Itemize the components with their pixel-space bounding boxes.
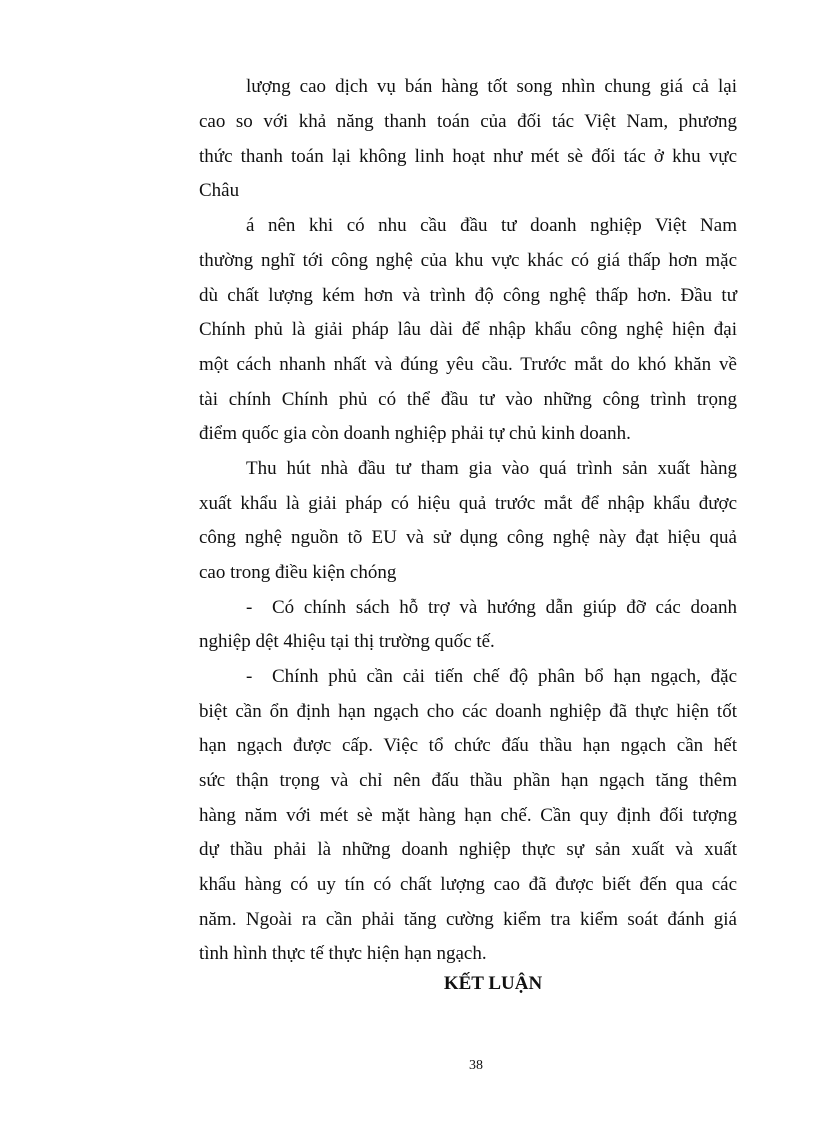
body-text-line: khẩu hàng có uy tín có chất lượng cao đã được biết đến qua các bbox=[199, 874, 737, 895]
body-text-line: thường nghĩ tới công nghệ của khu vực khác có giá thấp hơn mặc bbox=[199, 250, 737, 271]
body-text-line: sức thận trọng và chỉ nên đấu thầu phần hạn ngạch tăng thêm bbox=[199, 770, 737, 791]
body-text-line: lượng cao dịch vụ bán hàng tốt song nhìn chung giá cả lại bbox=[246, 76, 737, 97]
body-text-line: cao so với khả năng thanh toán của đối tác Việt Nam, phương bbox=[199, 111, 737, 132]
body-text-line: điểm quốc gia còn doanh nghiệp phải tự chủ kinh doanh. bbox=[199, 423, 631, 444]
body-text-line: biệt cần ổn định hạn ngạch cho các doanh nghiệp đã thực hiện tốt bbox=[199, 701, 737, 722]
body-text-line: dự thầu phải là những doanh nghiệp thực sự sản xuất và xuất bbox=[199, 839, 737, 860]
body-text-line: cao trong điều kiện chóng bbox=[199, 562, 397, 583]
body-text-line: á nên khi có nhu cầu đầu tư doanh nghiệp Việt Nam bbox=[246, 215, 737, 236]
body-text-line: Châu bbox=[199, 180, 240, 201]
body-text-line: dù chất lượng kém hơn và trình độ công nghệ thấp hơn. Đầu tư bbox=[199, 285, 737, 306]
bullet-text-line: Có chính sách hỗ trợ và hướng dẫn giúp đỡ các doanh bbox=[272, 597, 737, 618]
body-text-line: xuất khẩu là giải pháp có hiệu quả trước mắt để nhập khẩu được bbox=[199, 493, 737, 514]
bullet-text-line: Chính phủ cần cải tiến chế độ phân bổ hạn ngạch, đặc bbox=[272, 666, 737, 687]
body-text-line: hạn ngạch được cấp. Việc tổ chức đấu thầu hạn ngạch cần hết bbox=[199, 735, 737, 756]
page-number: 38 bbox=[469, 1058, 483, 1073]
body-text-line: công nghệ nguồn tõ EU và sử dụng công nghệ này đạt hiệu quả bbox=[199, 527, 737, 548]
section-heading: KẾT LUẬN bbox=[443, 973, 543, 994]
body-text-line: năm. Ngoài ra cần phải tăng cường kiểm tra kiểm soát đánh giá bbox=[199, 909, 737, 930]
bullet-dash: - bbox=[246, 666, 253, 687]
body-text-line: nghiệp dệt 4hiệu tại thị trường quốc tế. bbox=[199, 631, 495, 652]
body-text-line: thức thanh toán lại không linh hoạt như mét sè đối tác ở khu vực bbox=[199, 146, 737, 167]
body-text-line: tình hình thực tế thực hiện hạn ngạch. bbox=[199, 943, 487, 964]
body-text-line: Thu hút nhà đầu tư tham gia vào quá trình sản xuất hàng bbox=[246, 458, 737, 479]
body-text-line: hàng năm với mét sè mặt hàng hạn chế. Cần quy định đối tượng bbox=[199, 805, 737, 826]
body-text-line: tài chính Chính phủ có thể đầu tư vào những công trình trọng bbox=[199, 389, 737, 410]
bullet-dash: - bbox=[246, 597, 253, 618]
body-text-line: Chính phủ là giải pháp lâu dài để nhập khẩu công nghệ hiện đại bbox=[199, 319, 737, 340]
body-text-line: một cách nhanh nhất và đúng yêu cầu. Trước mắt do khó khăn về bbox=[199, 354, 737, 375]
